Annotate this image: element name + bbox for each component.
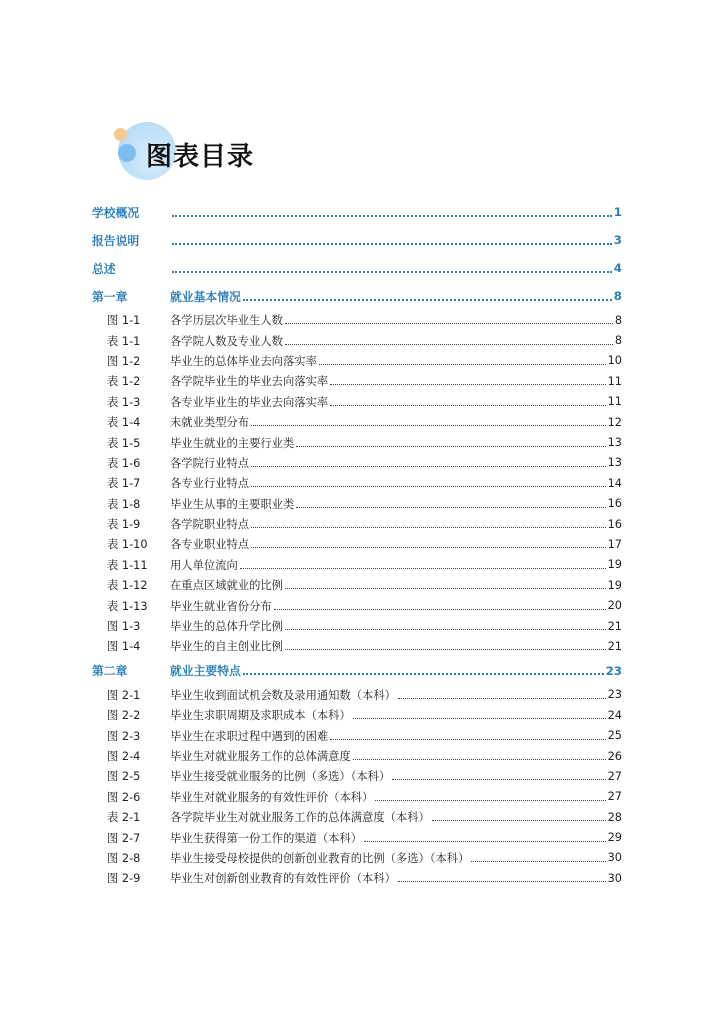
- toc-entry-label: 表 1-12: [107, 579, 148, 593]
- toc-leader-dots: [364, 840, 606, 842]
- toc-entry-title: 毕业生收到面试机会数及录用通知数（本科）: [170, 688, 396, 702]
- toc-figure-entry[interactable]: [92, 636, 622, 656]
- toc-leader-dots: [296, 506, 605, 508]
- table-of-contents: [92, 198, 622, 889]
- toc-entry-page-number: 20: [607, 599, 622, 613]
- toc-figure-entry[interactable]: [92, 766, 622, 786]
- toc-entry-page-number: 16: [607, 497, 622, 511]
- toc-leader-dots: [330, 383, 605, 385]
- toc-entry-page-number: 16: [607, 517, 622, 531]
- toc-figure-entry[interactable]: [92, 868, 622, 888]
- toc-entry-title: 在重点区域就业的比例: [170, 579, 283, 593]
- toc-leader-dots: [251, 485, 606, 487]
- toc-entry-title: 毕业生对创新创业教育的有效性评价（本科）: [170, 872, 396, 886]
- toc-leader-dots: [251, 526, 606, 528]
- toc-entry-title: 毕业生在求职过程中遇到的困难: [170, 729, 329, 743]
- toc-entry-label: 图 1-4: [107, 640, 141, 654]
- toc-entry-title: 就业基本情况: [170, 289, 241, 304]
- toc-leader-dots: [375, 799, 605, 801]
- toc-entry-page-number: 12: [607, 415, 622, 429]
- toc-entry-title: 各专业毕业生的毕业去向落实率: [170, 395, 329, 409]
- toc-entry-title: 毕业生就业省份分布: [170, 599, 272, 613]
- toc-entry-title: 毕业生求职周期及求职成本（本科）: [170, 709, 351, 723]
- toc-entry-page-number: 8: [614, 313, 622, 327]
- toc-leader-dots: [251, 424, 606, 426]
- toc-entry-label: 图 2-6: [107, 790, 141, 804]
- toc-leader-dots: [285, 322, 613, 324]
- toc-figure-entry[interactable]: [92, 310, 622, 330]
- toc-chapter-entry[interactable]: [92, 657, 622, 685]
- toc-entry-page-number: 1: [613, 205, 622, 219]
- toc-entry-label: 表 1-8: [107, 497, 141, 511]
- toc-entry-page-number: 21: [607, 619, 622, 633]
- toc-figure-entry[interactable]: [92, 705, 622, 725]
- toc-entry-page-number: 8: [614, 334, 622, 348]
- toc-figure-entry[interactable]: [92, 453, 622, 473]
- toc-leader-dots: [251, 546, 606, 548]
- toc-leader-dots: [330, 404, 605, 406]
- toc-entry-title: 未就业类型分布: [170, 416, 250, 430]
- toc-entry-page-number: 27: [607, 769, 622, 783]
- toc-entry-label: 图 1-2: [107, 354, 141, 368]
- toc-leader-dots: [285, 343, 613, 345]
- toc-entry-label: 图 1-1: [107, 314, 141, 328]
- toc-entry-page-number: 10: [607, 354, 622, 368]
- toc-entry-page-number: 27: [607, 790, 622, 804]
- toc-entry-page-number: 4: [613, 261, 622, 275]
- toc-figure-entry[interactable]: [92, 616, 622, 636]
- toc-entry-title: 毕业生接受母校提供的创新创业教育的比例（多选）（本科）: [170, 851, 470, 865]
- toc-figure-entry[interactable]: [92, 787, 622, 807]
- toc-entry-label: 表 1-1: [107, 334, 141, 348]
- toc-entry-label: 图 2-7: [107, 831, 141, 845]
- toc-entry-title: 毕业生的总体毕业去向落实率: [170, 354, 317, 368]
- decorative-circle-orange: [114, 128, 127, 141]
- toc-leader-dots: [240, 567, 606, 569]
- toc-leader-dots: [172, 214, 612, 217]
- toc-entry-label: 表 1-7: [107, 477, 141, 491]
- toc-entry-page-number: 30: [607, 871, 622, 885]
- toc-entry-page-number: 30: [607, 851, 622, 865]
- toc-entry-label: 图 2-3: [107, 729, 141, 743]
- toc-figure-entry[interactable]: [92, 514, 622, 534]
- toc-leader-dots: [285, 648, 606, 650]
- toc-leader-dots: [172, 270, 612, 273]
- toc-entry-title: 毕业生接受就业服务的比例（多选）（本科）: [170, 770, 391, 784]
- toc-entry-page-number: 14: [607, 476, 622, 490]
- toc-figure-entry[interactable]: [92, 685, 622, 705]
- toc-entry-page-number: 29: [607, 831, 622, 845]
- toc-chapter-entry[interactable]: [92, 282, 622, 310]
- toc-leader-dots: [285, 587, 606, 589]
- toc-leader-dots: [319, 363, 606, 365]
- toc-entry-page-number: 23: [605, 663, 622, 678]
- toc-entry-label: 表 1-2: [107, 375, 141, 389]
- toc-figure-entry[interactable]: [92, 392, 622, 412]
- toc-entry-label: 表 1-3: [107, 395, 141, 409]
- toc-chapter-entry[interactable]: [92, 198, 622, 226]
- toc-chapter-entry[interactable]: [92, 254, 622, 282]
- toc-entry-page-number: 24: [607, 708, 622, 722]
- toc-entry-label: 表 1-13: [107, 599, 148, 613]
- toc-figure-entry[interactable]: [92, 595, 622, 615]
- toc-leader-dots: [172, 242, 612, 245]
- toc-entry-title: 毕业生就业的主要行业类: [170, 436, 295, 450]
- toc-entry-title: 各学院人数及专业人数: [170, 334, 283, 348]
- toc-entry-title: 就业主要特点: [170, 664, 241, 679]
- toc-figure-entry[interactable]: [92, 827, 622, 847]
- toc-entry-label: 表 2-1: [107, 811, 141, 825]
- toc-figure-entry[interactable]: [92, 807, 622, 827]
- toc-entry-page-number: 13: [607, 456, 622, 470]
- toc-leader-dots: [243, 672, 604, 675]
- toc-figure-entry[interactable]: [92, 848, 622, 868]
- toc-entry-page-number: 19: [607, 578, 622, 592]
- toc-leader-dots: [432, 819, 606, 821]
- decorative-circle-blue: [118, 144, 136, 162]
- toc-entry-label: 第二章: [92, 664, 128, 679]
- toc-entry-page-number: 19: [607, 558, 622, 572]
- toc-entry-label: 报告说明: [92, 233, 140, 248]
- toc-entry-label: 学校概况: [92, 205, 140, 220]
- toc-leader-dots: [398, 880, 606, 882]
- toc-entry-page-number: 28: [607, 810, 622, 824]
- toc-entry-label: 图 2-2: [107, 709, 141, 723]
- toc-entry-page-number: 25: [607, 729, 622, 743]
- toc-entry-page-number: 17: [607, 537, 622, 551]
- toc-figure-entry[interactable]: [92, 725, 622, 745]
- toc-entry-page-number: 3: [613, 233, 622, 247]
- toc-entry-title: 各专业行业特点: [170, 477, 250, 491]
- toc-entry-label: 图 2-4: [107, 750, 141, 763]
- toc-leader-dots: [353, 717, 606, 719]
- toc-entry-title: 各专业职业特点: [170, 538, 250, 552]
- toc-figure-entry[interactable]: [92, 330, 622, 350]
- toc-entry-title: 毕业生的自主创业比例: [170, 640, 283, 654]
- toc-figure-entry[interactable]: [92, 371, 622, 391]
- toc-entry-label: 图 2-5: [107, 770, 141, 784]
- toc-leader-dots: [243, 298, 612, 301]
- toc-figure-entry[interactable]: [92, 575, 622, 595]
- toc-figure-entry[interactable]: [92, 494, 622, 514]
- toc-leader-dots: [398, 697, 606, 699]
- toc-figure-entry[interactable]: [92, 432, 622, 452]
- toc-entry-label: 图 2-1: [107, 688, 141, 702]
- toc-leader-dots: [330, 738, 605, 740]
- toc-figure-entry[interactable]: [92, 746, 622, 766]
- toc-entry-label: 表 1-5: [107, 436, 141, 450]
- toc-entry-page-number: 8: [613, 289, 622, 303]
- toc-entry-title: 各学院毕业生对就业服务工作的总体满意度（本科）: [170, 811, 430, 825]
- toc-entry-label: 表 1-9: [107, 518, 141, 532]
- toc-leader-dots: [296, 445, 605, 447]
- toc-entry-title: 用人单位流向: [170, 558, 238, 572]
- toc-figure-entry[interactable]: [92, 473, 622, 493]
- toc-leader-dots: [471, 860, 605, 862]
- toc-entry-title: 毕业生获得第一份工作的渠道（本科）: [170, 831, 363, 845]
- toc-entry-title: 毕业生对就业服务的有效性评价（本科）: [170, 790, 374, 804]
- toc-entry-title: 各学院毕业生的毕业去向落实率: [170, 375, 329, 389]
- toc-leader-dots: [274, 608, 606, 610]
- toc-entry-label: 表 1-6: [107, 456, 141, 470]
- toc-entry-page-number: 13: [607, 436, 622, 450]
- toc-entry-page-number: 11: [607, 395, 622, 409]
- toc-figure-entry[interactable]: [92, 412, 622, 432]
- toc-entry-title: 毕业生从事的主要职业类: [170, 497, 295, 511]
- toc-entry-label: 表 1-4: [107, 416, 141, 430]
- toc-entry-label: 第一章: [92, 289, 128, 304]
- toc-entry-page-number: 11: [607, 374, 622, 388]
- toc-entry-title: 毕业生的总体升学比例: [170, 620, 283, 634]
- toc-entry-title: 各学院职业特点: [170, 518, 250, 532]
- toc-entry-label: 图 2-9: [107, 872, 141, 886]
- toc-leader-dots: [392, 778, 605, 780]
- toc-figure-entry[interactable]: [92, 351, 622, 371]
- toc-entry-label: 图 2-8: [107, 851, 141, 865]
- toc-entry-label: 表 1-11: [107, 558, 148, 572]
- page-title: 图表目录: [146, 142, 255, 172]
- toc-figure-entry[interactable]: [92, 534, 622, 554]
- toc-entry-page-number: 21: [607, 639, 622, 653]
- toc-leader-dots: [353, 758, 606, 760]
- title-block: [110, 118, 310, 188]
- toc-entry-title: 各学历层次毕业生人数: [170, 314, 283, 328]
- toc-entry-label: 总述: [92, 261, 116, 276]
- toc-entry-title: 各学院行业特点: [170, 456, 250, 470]
- toc-leader-dots: [251, 465, 606, 467]
- toc-entry-label: 图 1-3: [107, 620, 141, 634]
- toc-entry-page-number: 23: [607, 688, 622, 702]
- toc-leader-dots: [285, 628, 606, 630]
- toc-entry-label: 表 1-10: [107, 538, 148, 552]
- toc-entry-page-number: 26: [607, 749, 622, 763]
- toc-entry-title: 毕业生对就业服务工作的总体满意度: [170, 750, 351, 763]
- toc-chapter-entry[interactable]: [92, 226, 622, 254]
- toc-figure-entry[interactable]: [92, 555, 622, 575]
